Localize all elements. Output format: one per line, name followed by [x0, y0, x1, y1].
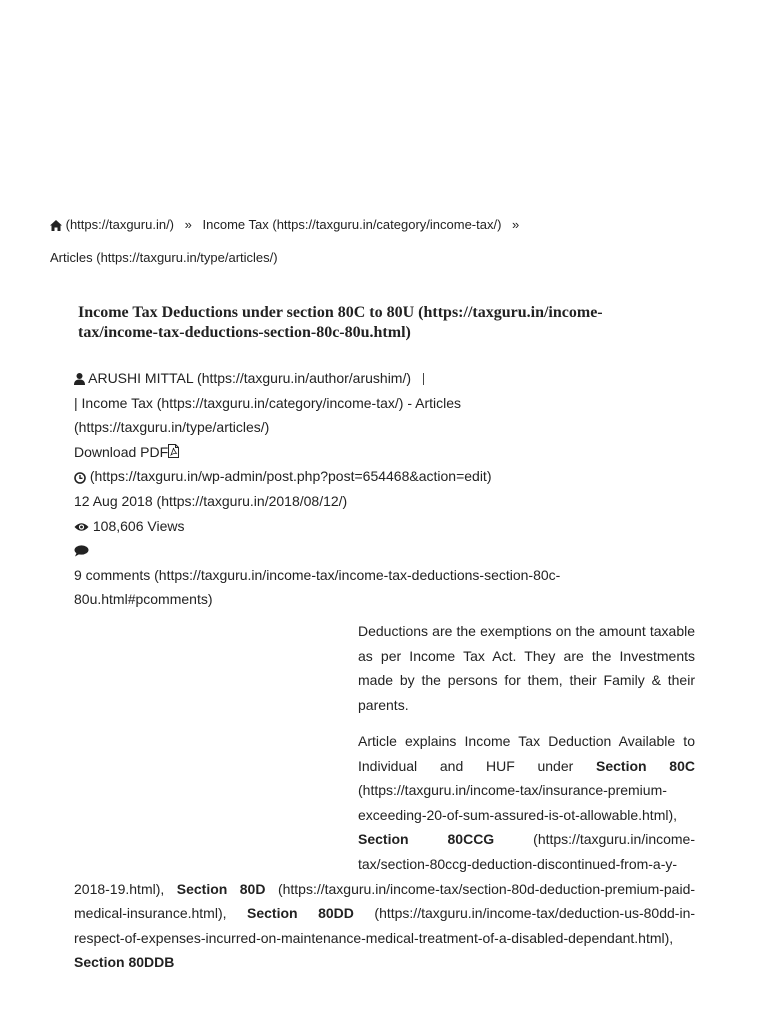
clock-icon — [74, 472, 86, 484]
section-80ccg-link[interactable]: Section 80CCG — [358, 831, 495, 848]
author-name: ARUSHI MITTAL — [88, 370, 194, 386]
page-title-url: (https://taxguru.in/income-tax/income-tax-deductions-section-80c-80u.html) — [78, 304, 603, 341]
download-pdf-label: Download PDF — [74, 443, 169, 460]
type-url-link[interactable] — [74, 419, 269, 435]
section-80d-url[interactable]: (https://taxguru.in/income-tax/section-80d-deduction-premium-paid-medical-insurance.html), — [74, 880, 696, 922]
divider — [423, 373, 424, 385]
date-link[interactable] — [74, 493, 347, 509]
breadcrumb-articles-url: (https://taxguru.in/type/articles/) — [96, 250, 278, 265]
breadcrumb-line-2 — [50, 249, 278, 267]
sections-intro: Article explains Income Tax Deduction Available to Individual and HUF under — [358, 733, 695, 774]
comment-icon[interactable] — [74, 545, 89, 557]
post-date: 12 Aug 2018 — [74, 492, 153, 509]
section-80ccg-url[interactable]: (https://taxguru.in/income-tax/section-80ccg-deduction-discontinued-from-a-y-2018-19.html), — [74, 831, 696, 897]
type-url: (https://taxguru.in/type/articles/) — [74, 419, 270, 436]
breadcrumb-articles-link[interactable] — [50, 250, 278, 265]
section-80ddb-link[interactable]: Section 80DDB — [74, 954, 175, 971]
section-80c-link[interactable]: Section 80C — [596, 757, 695, 774]
edit-post-url: (https://taxguru.in/wp-admin/post.php?post=654468&action=edit) — [89, 468, 492, 485]
views-count: 108,606 Views — [92, 517, 185, 534]
comments-url: (https://taxguru.in/income-tax/income-tax-deductions-section-80c-80u.html#pcomments) — [74, 566, 561, 608]
author-link[interactable] — [88, 370, 415, 386]
image-placeholder — [74, 729, 358, 876]
breadcrumb-home-link[interactable] — [50, 217, 178, 232]
sections-paragraph — [74, 729, 695, 975]
breadcrumb-home-url: (https://taxguru.in/) — [65, 217, 175, 232]
post-date-url: (https://taxguru.in/2018/08/12/) — [156, 492, 348, 509]
dash-separator: - — [407, 394, 412, 411]
type-link[interactable] — [415, 395, 461, 411]
breadcrumb-separator: » — [184, 217, 192, 232]
pipe-separator: | — [74, 394, 78, 411]
breadcrumb-income-tax-url: (https://taxguru.in/category/income-tax/) — [272, 217, 502, 232]
user-icon — [74, 373, 85, 385]
page-title-text: Income Tax Deductions under section 80C to 80U — [78, 304, 415, 321]
edit-post-link[interactable] — [90, 468, 492, 484]
type-label: Articles — [415, 394, 462, 411]
eye-icon — [74, 522, 89, 532]
category-label: Income Tax — [81, 394, 153, 411]
page-title[interactable] — [78, 303, 658, 343]
comments-count: 9 comments — [74, 566, 151, 583]
breadcrumb — [50, 216, 526, 234]
breadcrumb-articles-label: Articles — [50, 250, 93, 265]
author-url: (https://taxguru.in/author/arushim/) — [197, 370, 412, 386]
section-80c-url[interactable]: (https://taxguru.in/income-tax/insurance-premium-exceeding-20-of-sum-assured-is-ot-allowable.html), — [358, 782, 678, 823]
breadcrumb-income-tax-link[interactable] — [203, 217, 506, 232]
section-80dd-link[interactable]: Section 80DD — [247, 905, 354, 922]
intro-paragraph: Deductions are the exemptions on the amount taxable as per Income Tax Act. They are the Investments made by the persons for them, their Family & their parents. — [358, 623, 695, 713]
breadcrumb-separator: » — [512, 217, 520, 232]
breadcrumb-income-tax-label: Income Tax — [202, 217, 269, 232]
download-pdf-link[interactable] — [74, 444, 179, 460]
article-meta — [74, 366, 634, 612]
category-url: (https://taxguru.in/category/income-tax/) — [156, 394, 404, 411]
home-icon — [50, 220, 62, 231]
section-80dd-url[interactable]: (https://taxguru.in/income-tax/deduction-us-80dd-in-respect-of-expenses-incurred-on-maintenance-medical-treatment-of-a-disabled-dependant.html), — [74, 905, 696, 946]
category-link[interactable] — [82, 395, 408, 411]
comments-link[interactable] — [74, 563, 614, 612]
pdf-file-icon — [168, 444, 179, 458]
section-80d-link[interactable]: Section 80D — [176, 880, 266, 897]
